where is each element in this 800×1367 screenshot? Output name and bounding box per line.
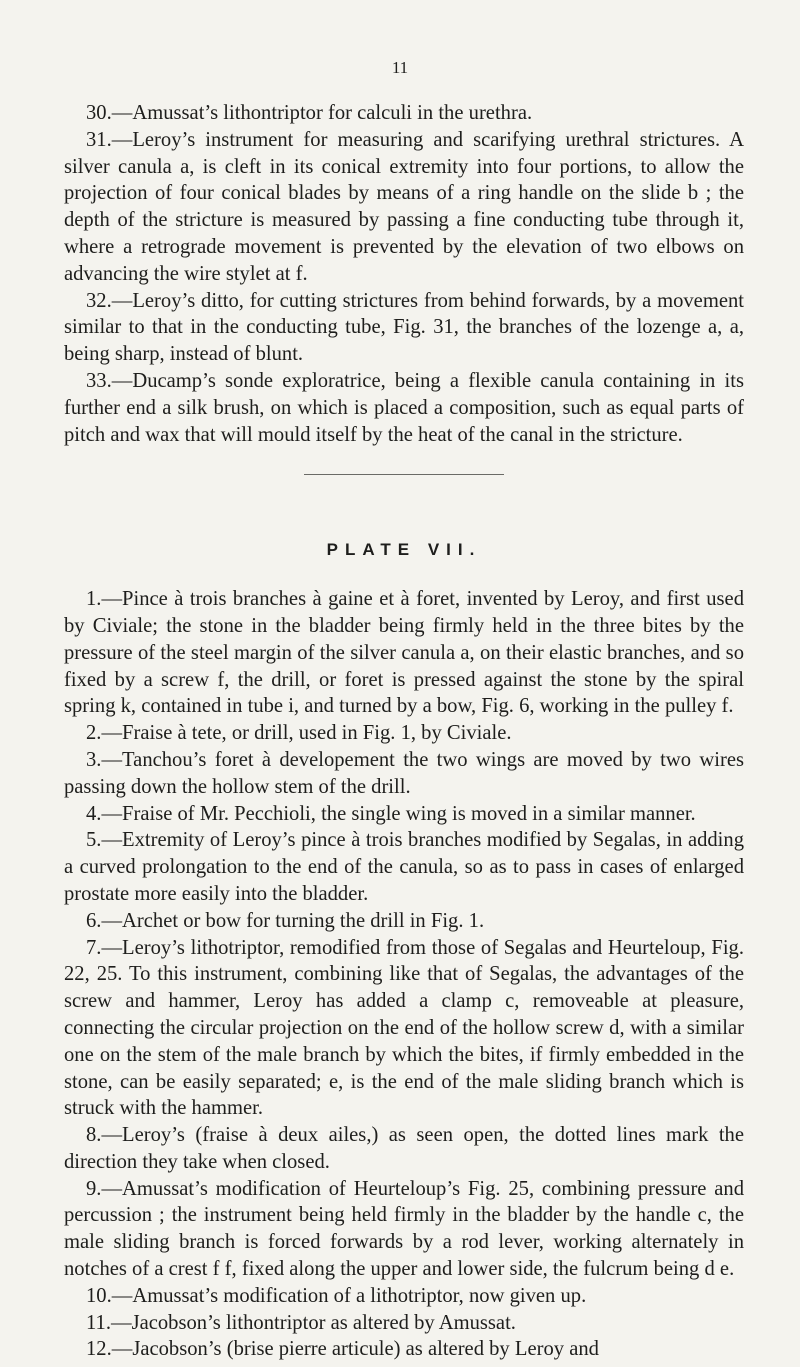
entry-31: 31.—Leroy’s instrument for measuring and scarifying urethral strictures. A silver canula a, is cleft in its conical extremity into four portions, to allow the projection of four conical blades by means of a ring handle on the slide b ; the depth of the stricture is measured by passing a fine conducting tube through it, where a retrograde movement is prevented by the elevation of two elbows on advancing the wire stylet at f. — [64, 128, 744, 285]
page-number: 11 — [391, 58, 409, 77]
plate-entry-11: 11.—Jacobson’s lithontriptor as altered by Amussat. — [86, 1311, 516, 1334]
plate-heading: PLATE VII. — [326, 540, 482, 560]
entry-30: 30.—Amussat’s lithontriptor for calculi in the urethra. — [86, 102, 533, 124]
plate-entry-3: 3.—Tanchou’s foret à developement the two wings are moved by two wires passing down the hollow stem of the drill. — [64, 748, 744, 798]
plate-entry-9: 9.—Amussat’s modification of Heurteloup’s Fig. 25, combining pressure and percussion ; the instrument being held firmly in the bladder by the handle c, the male sliding branch is forced forwards by a rod lever, working alternately in notches of a crest f f, fixed along the upper and lower side, the fulcrum being d e. — [64, 1177, 744, 1281]
plate-entry-12: 12.—Jacobson’s (brise pierre articule) as altered by Leroy and — [86, 1338, 599, 1361]
plate-entry-4: 4.—Fraise of Mr. Pecchioli, the single wing is moved in a similar manner. — [86, 802, 696, 825]
section-divider — [304, 474, 504, 475]
plate-entry-6: 6.—Archet or bow for turning the drill in Fig. 1. — [86, 909, 485, 932]
entry-32: 32.—Leroy’s ditto, for cutting strictures from behind forwards, by a movement similar to that in the conducting tube, Fig. 31, the branches of the lozenge a, a, being sharp, instead of blunt. — [64, 289, 744, 366]
body-text — [64, 100, 744, 1363]
plate-entry-1: 1.—Pince à trois branches à gaine et à foret, invented by Leroy, and first used by Civiale; the stone in the bladder being firmly held in the three bites by the pressure of the steel margin of the silver canula a, on their elastic branches, and so fixed by a screw f, the drill, or foret is pressed against the stone by the spiral spring k, contained in tube i, and turned by a bow, Fig. 6, working in the pulley f. — [64, 588, 744, 718]
entry-33: 33.—Ducamp’s sonde exploratrice, being a flexible canula containing in its further end a silk brush, on which is placed a composition, such as equal parts of pitch and wax that will mould itself by the heat of the canal in the stricture. — [64, 369, 744, 446]
plate-entry-2: 2.—Fraise à tete, or drill, used in Fig. 1, by Civiale. — [86, 722, 512, 745]
plate-entry-8: 8.—Leroy’s (fraise à deux ailes,) as seen open, the dotted lines mark the direction they take when closed. — [64, 1124, 744, 1173]
plate-entry-5: 5.—Extremity of Leroy’s pince à trois branches modified by Segalas, in adding a curved prolongation to the end of the canula, so as to pass in cases of enlarged prostate more easily into the bladder. — [64, 829, 744, 905]
plate-entry-10: 10.—Amussat’s modification of a lithotriptor, now given up. — [86, 1284, 587, 1307]
plate-entry-7: 7.—Leroy’s lithotriptor, remodified from those of Segalas and Heurteloup, Fig. 22, 25. To this instrument, combining like that of Segalas, the advantages of the screw and hammer, Leroy has added a clamp c, removeable at pleasure, connecting the circular projection on the end of the hollow screw d, with a similar one on the stem of the male branch by which the bites, if firmly embedded in the stone, can be easily separated; e, is the end of the male sliding branch which is struck with the hammer. — [64, 936, 744, 1120]
